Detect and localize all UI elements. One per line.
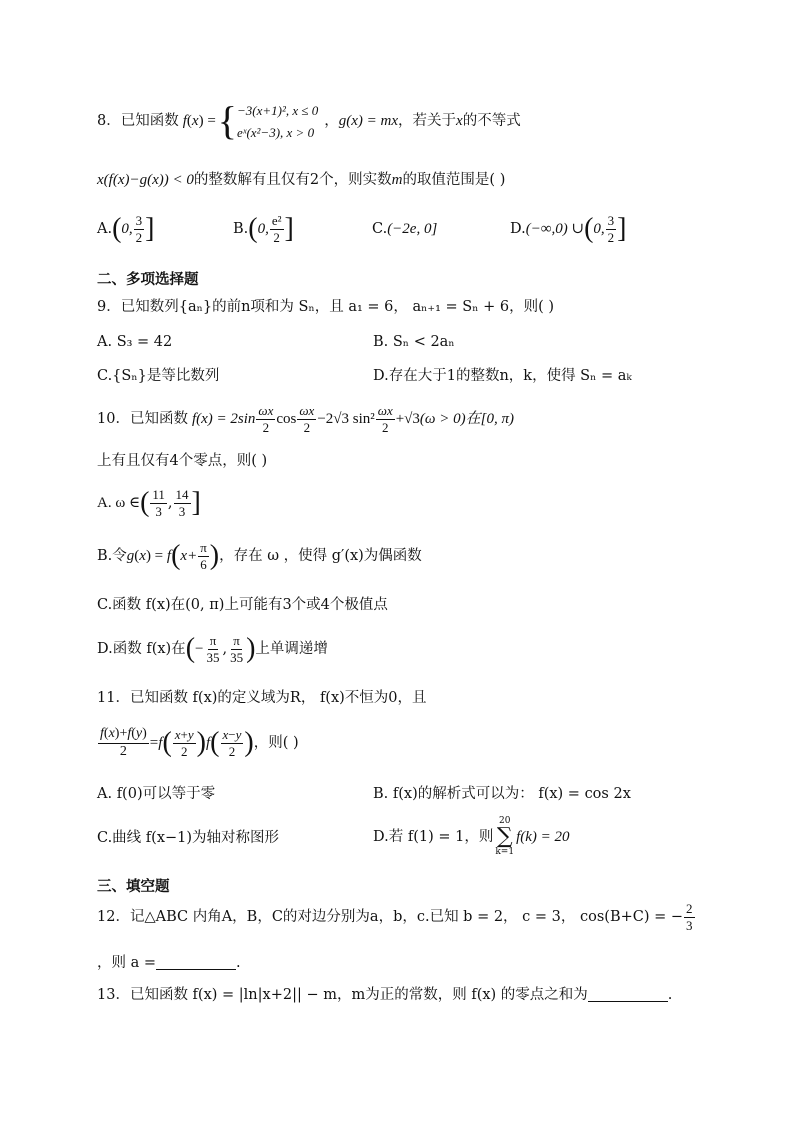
q10-f-head: f(x) = 2sin	[191, 410, 256, 427]
q11-option-c: C.曲线 f(x−1)为轴对称图形	[97, 830, 280, 846]
q13-line	[97, 988, 672, 1003]
q11-option-d	[373, 817, 570, 857]
q10-option-c: C.函数 f(x)在(0, π)上可能有3个或4个极值点	[97, 597, 388, 613]
q8-option-c	[372, 222, 437, 237]
q8-stem2c: 的取值范围是( )	[402, 172, 506, 189]
q10-frac-2: ωx 2	[299, 403, 315, 435]
q8-stem2b: 的整数解有且仅有2个，则实数	[193, 172, 392, 189]
q10-frac-1: ωx 2	[258, 403, 274, 435]
q8-option-d-label: D.	[510, 220, 526, 237]
q12-line2	[97, 956, 241, 971]
q10-option-d: D.函数 f(x)在 ( − $\frac{\pi}{35}$ , π 35 ) 上单调递增	[97, 633, 328, 665]
q10-option-b-post: ，存在 ω ，使得 g′(x)为偶函数	[219, 547, 422, 564]
q11-option-d-post: f(k) = 20	[516, 828, 570, 845]
q8-d-frac: 3 2	[607, 213, 615, 245]
q8-inequality: x(f(x)−g(x)) < 0	[97, 172, 194, 188]
q10-option-b: B.令 g(x) = f ( x+ $\frac{\pi}{6}$ ) ，存在 ω ，使得 g′(x)为偶函数	[97, 540, 422, 572]
q10-option-a-pre: A. ω ∈	[97, 494, 141, 511]
q9-option-c: C.{Sₙ}是等比数列	[97, 368, 220, 384]
section-multi-choice-heading: 二、多项选择题	[97, 272, 199, 288]
q8-option-d-pre: (−∞,0) ∪	[525, 220, 585, 237]
q8-option-a: A. ( 0, 3 2 ]	[97, 213, 155, 245]
q8-option-c-value: (−2e, 0]	[387, 221, 438, 237]
q10-option-b-pre: B.令	[97, 547, 127, 564]
q10-frac-3: ωx 2	[377, 403, 393, 435]
q12-answer-blank[interactable]	[156, 957, 236, 970]
q8-option-b: B. ( 0, e² 2 ]	[233, 213, 294, 245]
q11-stem-tail: ，则( )	[253, 734, 299, 751]
q13-post: .	[667, 987, 673, 1003]
q8-piecewise-brace: {	[217, 98, 237, 143]
q11-equation: $\frac{f(x)+f(y)}{2}$ = f ( x+y 2 ) f ( x−y 2 ) ，则( )	[100, 726, 299, 759]
q11-option-b: B. f(x)的解析式可以为： f(x) = cos 2x	[373, 786, 631, 802]
section-fill-in-heading: 三、填空题	[97, 879, 170, 895]
q8-option-c-label: C.	[372, 221, 388, 238]
q9-option-d: D.存在大于1的整数n，k，使得 Sₙ = aₖ	[373, 368, 632, 384]
q8-a-frac: 3 2	[135, 213, 143, 245]
q10-option-d-post: 上单调递增	[255, 640, 328, 657]
q8-option-b-label: B.	[233, 220, 249, 237]
q12-stem: 12．记△ABC 内角A，B，C的对边分别为a，b，c.已知 b = 2， c = 3， cos(B+C) = −	[97, 908, 684, 925]
q8-stem-line2: x(f(x)−g(x)) < 0 的整数解有且仅有2个，则实数 m 的取值范围是( )	[97, 172, 506, 189]
q11-option-d-pre: D.若 f(1) = 1，则	[373, 828, 494, 845]
q8-option-a-label: A.	[97, 220, 113, 237]
q11-option-a: A. f(0)可以等于零	[97, 786, 216, 802]
q12-line1: 12．记△ABC 内角A，B，C的对边分别为a，b，c.已知 b = 2， c = 3， cos(B+C) = − $\frac{2}{3}$	[97, 901, 693, 933]
q8-case1: −3(x+1)², x ≤ 0	[237, 102, 319, 118]
q8-g-def: g(x) = mx	[338, 112, 399, 129]
q10-stem-tail: (ω > 0)在[0, π)	[419, 410, 514, 427]
q10-stem-line2: 上有且仅有4个零点，则( )	[97, 453, 268, 469]
q11-stem: 11．已知函数 f(x)的定义域为R， f(x)不恒为0，且	[97, 690, 427, 706]
q13-answer-blank[interactable]	[588, 989, 668, 1002]
q8-number: 8．已知函数	[97, 112, 179, 129]
q10-stem-line1: 10．已知函数 f(x) = 2sin ωx 2 cos ωx 2 −2√3 sin² ωx 2 +√3 (ω > 0)在[0, π)	[97, 403, 514, 435]
q8-f-label: f(x) =	[182, 112, 216, 129]
q8-option-d: D. (−∞,0) ∪ ( 0, 3 2 ]	[510, 213, 627, 245]
q8-stem1b: 的不等式	[462, 112, 521, 129]
q10-number: 10．已知函数	[97, 410, 188, 427]
q10-option-d-pre: D.函数 f(x)在	[97, 640, 186, 657]
q12-line2-post: .	[236, 955, 241, 971]
q8-b-frac: e² 2	[271, 213, 282, 245]
q8-case2: eˣ(x²−3), x > 0	[237, 124, 315, 140]
q11-summation: 20 ∑ k=1	[495, 816, 515, 857]
q9-option-b: B. Sₙ < 2aₙ	[373, 334, 455, 350]
q8-stem-line1: 8．已知函数 f(x) = { −3(x+1)², x ≤ 0 eˣ(x²−3), x > 0 ， g(x) = mx ，若关于 x 的不等式	[97, 98, 521, 143]
q13-stem: 13．已知函数 f(x) = |ln|x+2|| − m，m为正的常数，则 f(x) 的零点之和为	[97, 987, 588, 1003]
q8-piecewise	[237, 104, 318, 139]
q9-stem: 9．已知数列{aₙ}的前n项和为 Sₙ，且 a₁ = 6， aₙ₊₁ = Sₙ + 6，则( )	[97, 299, 554, 315]
q8-stem1: ，若关于	[398, 112, 457, 129]
q12-line2-pre: ，则 a =	[97, 955, 157, 971]
q10-option-a: A. ω ∈ ( 11 3 , 14 3 ]	[97, 487, 201, 519]
q9-option-a: A. S₃ = 42	[97, 334, 173, 350]
